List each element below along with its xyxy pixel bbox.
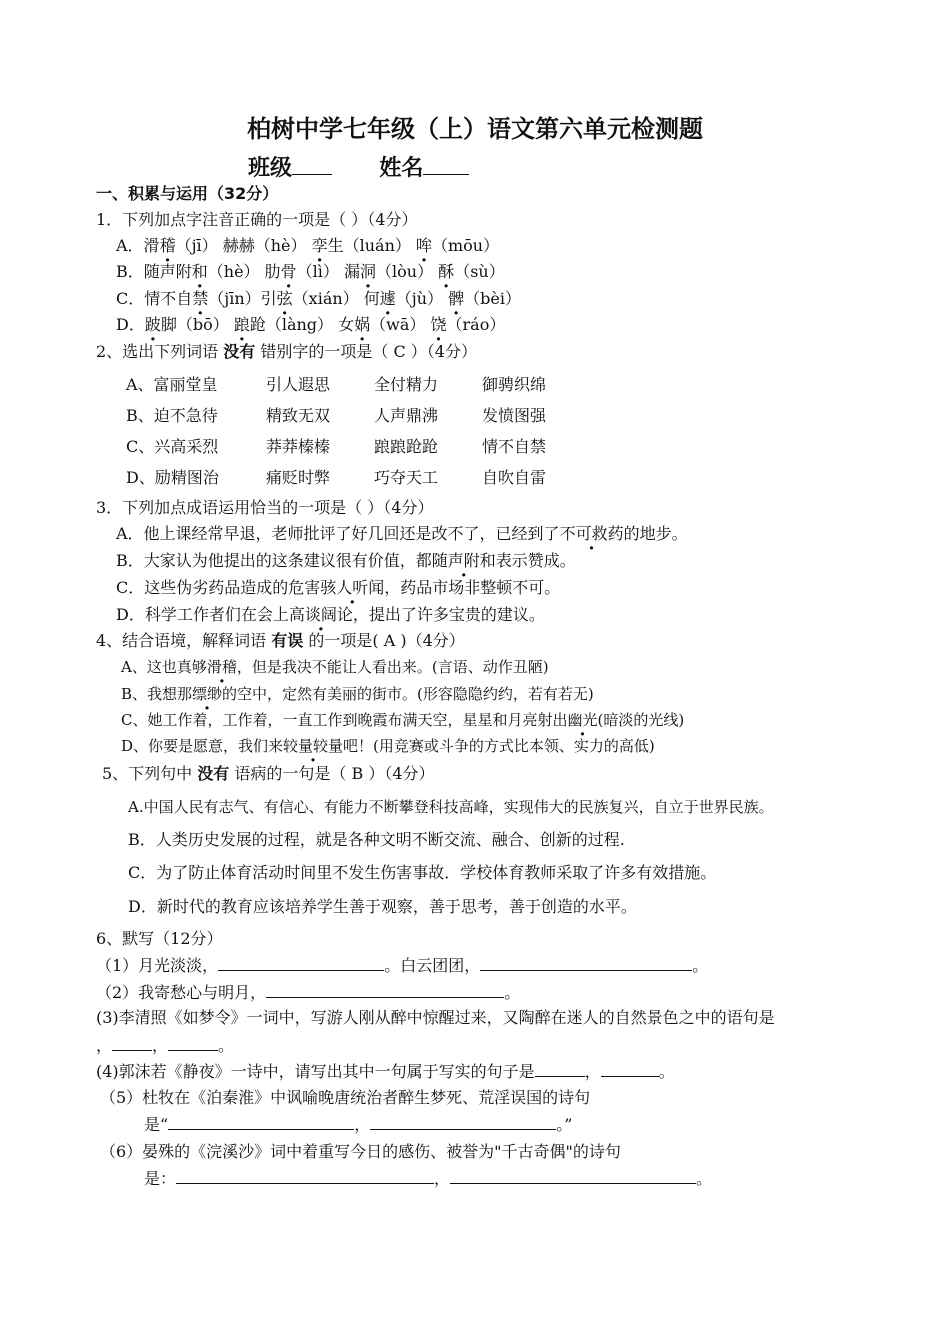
answer-blank[interactable] bbox=[266, 981, 504, 998]
section-heading: 一、积累与运用（32分） bbox=[96, 184, 279, 203]
question-4-option-a: A、这也真够滑稽，但是我决不能让人看出来。(言语、动作丑陋) bbox=[121, 658, 549, 676]
question-1-option-a: A．滑稽（jī） 赫赫（hè） 孪生（luán） 哞（mōu） bbox=[116, 236, 500, 255]
answer-blank[interactable] bbox=[480, 954, 692, 971]
dictation-item-2: （2）我寄愁心与明月， 。 bbox=[96, 983, 521, 1002]
answer-blank[interactable] bbox=[370, 1113, 556, 1130]
question-3-option-a: A．他上课经常早退，老师批评了好几回还是改不了，已经到了不可救药的地步。 bbox=[116, 524, 688, 543]
dictation-item-1: （1）月光淡淡， 。白云团团， 。 bbox=[96, 956, 709, 975]
student-info-line bbox=[248, 155, 469, 183]
question-5-option-c: C．为了防止体育活动时间里不发生伤害事故．学校体育教师采取了许多有效措施。 bbox=[128, 863, 717, 882]
name-blank bbox=[423, 158, 469, 175]
class-blank bbox=[292, 158, 332, 175]
question-3-option-b: B．大家认为他提出的这条建议很有价值，都随声附和表示赞成。 bbox=[116, 551, 576, 570]
question-4-stem: 4、结合语境，解释词语 有误 的一项是( A )（4分） bbox=[96, 631, 465, 650]
question-2-option-c: C、兴高采烈 莽莽榛榛 踉踉跄跄 情不自禁 bbox=[126, 437, 547, 456]
question-3-option-c: C．这些伪劣药品造成的危害骇人听闻，药品市场非整顿不可。 bbox=[116, 578, 561, 597]
question-6-stem: 6、默写（12分） bbox=[96, 929, 223, 948]
answer-blank[interactable] bbox=[176, 1167, 434, 1184]
question-1-option-c: C．情不自禁（jīn）引弦（xián） 何遽（jù） 髀（bèi） bbox=[116, 289, 521, 308]
question-4-option-b: B、我想那缥缈的空中，定然有美丽的街市。(形容隐隐约约，若有若无) bbox=[121, 685, 594, 703]
question-2-option-a: A、富丽堂皇 引人遐思 全付精力 御骋织绵 bbox=[126, 375, 547, 394]
name-label: 姓名 bbox=[379, 156, 424, 181]
answer-blank[interactable] bbox=[450, 1167, 696, 1184]
answer-blank[interactable] bbox=[168, 1113, 354, 1130]
dictation-item-6: （6）晏殊的《浣溪沙》词中着重写今日的感伤、被誉为"千古奇偶"的诗句 bbox=[100, 1142, 621, 1161]
answer-blank[interactable] bbox=[112, 1034, 152, 1051]
page-title: 柏树中学七年级（上）语文第六单元检测题 bbox=[247, 115, 703, 143]
answer-blank[interactable] bbox=[218, 954, 384, 971]
question-5-option-a: A.中国人民有志气、有信心、有能力不断攀登科技高峰，实现伟大的民族复兴，自立于世界民族。 bbox=[128, 798, 774, 816]
question-2-option-b: B、迫不急待 精致无双 人声鼎沸 发愤图强 bbox=[126, 406, 547, 425]
class-label: 班级 bbox=[248, 156, 293, 181]
question-3-stem: 3．下列加点成语运用恰当的一项是（ ）（4分） bbox=[96, 498, 434, 517]
question-2-stem: 2、选出下列词语 没有 错别字的一项是（ C ）（4分） bbox=[96, 342, 477, 361]
answer-blank[interactable] bbox=[535, 1060, 585, 1077]
question-5-option-b: B．人类历史发展的过程，就是各种文明不断交流、融合、创新的过程. bbox=[128, 830, 625, 849]
dictation-item-6-answer: 是： ， 。 bbox=[144, 1169, 713, 1188]
question-1-option-b: B．随声附和（hè） 肋骨（lì） 漏洞（lòu） 酥（sù） bbox=[116, 262, 505, 281]
question-5-stem: 5、下列句中 没有 语病的一句是（ B ）（4分） bbox=[102, 764, 435, 783]
question-3-option-d: D．科学工作者们在会上高谈阔论，提出了许多宝贵的建议。 bbox=[116, 605, 545, 624]
answer-blank[interactable] bbox=[168, 1034, 218, 1051]
dictation-item-3: (3)李清照《如梦令》一词中，写游人刚从醉中惊醒过来，又陶醉在迷人的自然景色之中的语句是 bbox=[96, 1008, 775, 1027]
question-1-option-d: D．跛脚（bō） 踉跄（làng） 女娲（wā） 饶（ráo） bbox=[116, 315, 506, 334]
dictation-item-5: （5）杜牧在《泊秦淮》中讽喻晚唐统治者醉生梦死、荒淫误国的诗句 bbox=[100, 1088, 591, 1107]
question-4-option-d: D、你要是愿意，我们来较量较量吧！(用竞赛或斗争的方式比本领、实力的高低) bbox=[121, 737, 655, 755]
dictation-item-5-answer: 是“ ， 。” bbox=[144, 1115, 573, 1134]
question-1-stem: 1．下列加点字注音正确的一项是（ ）（4分） bbox=[96, 210, 418, 229]
question-2-option-d: D、励精图治 痛贬时弊 巧夺天工 自吹自雷 bbox=[126, 468, 547, 487]
dictation-item-3-answer: ， ， 。 bbox=[96, 1036, 235, 1055]
answer-blank[interactable] bbox=[601, 1060, 659, 1077]
dictation-item-4: (4)郭沫若《静夜》一诗中，请写出其中一句属于写实的句子是 ， 。 bbox=[96, 1062, 675, 1081]
question-4-option-c: C、她工作着，工作着，一直工作到晚霞布满天空，星星和月亮射出幽光(暗淡的光线) bbox=[121, 711, 685, 729]
question-5-option-d: D．新时代的教育应该培养学生善于观察，善于思考，善于创造的水平。 bbox=[128, 897, 637, 916]
